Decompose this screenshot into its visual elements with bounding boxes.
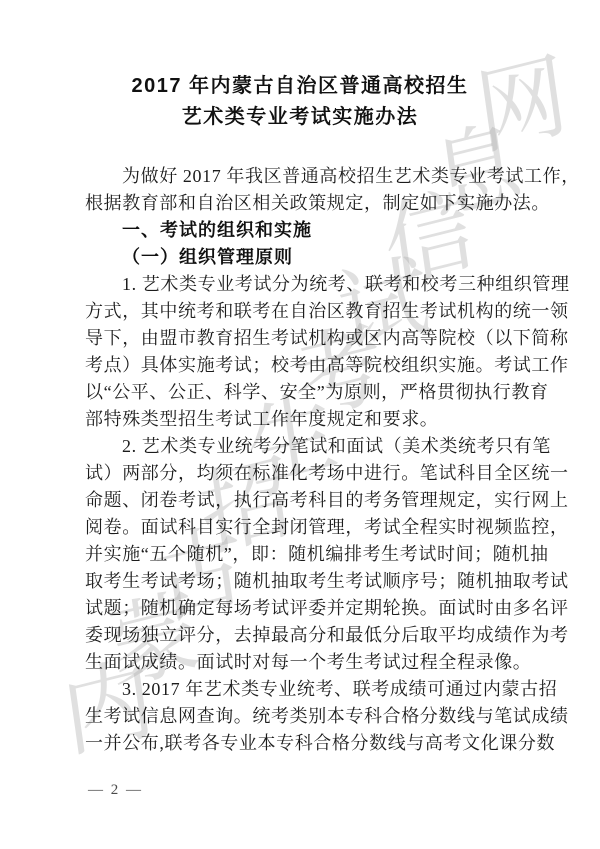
watermark-char: 网 <box>469 40 575 169</box>
document-body <box>85 163 580 757</box>
text-line: 方式，其中统考和联考在自治区教育招生考试机构的统一领 <box>85 301 569 321</box>
document-title-line1: 2017 年内蒙古自治区普通高校招生 <box>131 75 469 97</box>
text-line: 命题、闭卷考试，执行高考科目的考务管理规定，实行网上 <box>85 490 569 510</box>
text-line: 以“公平、公正、科学、安全”为原则，严格贯彻执行教育 <box>85 382 549 402</box>
text-line: 阅卷。面试科目实行全封闭管理，考试全程实时视频监控， <box>85 517 569 537</box>
watermark-char: 生 <box>239 375 345 504</box>
document-title-line2: 艺术类专业考试实施办法 <box>181 106 419 128</box>
text-line: 2. 艺术类专业统考分笔试和面试（美术类统考只有笔 <box>122 436 551 456</box>
text-line: 考点）具体实施考试；校考由高等院校组织实施。考试工作 <box>85 355 569 375</box>
watermark-char: 试 <box>331 241 437 370</box>
text-line: 生面试成绩。面试时对每一个考生考试过程全程录像。 <box>85 652 532 672</box>
watermark-char: 考 <box>285 308 391 437</box>
watermark-char: 息 <box>423 107 529 236</box>
watermark-char: 招 <box>193 442 299 571</box>
text-line: 并实施“五个随机”，即：随机编排考生考试时间；随机抽 <box>85 544 549 564</box>
text-line: 试）两部分，均须在标准化考场中进行。笔试科目全区统一 <box>85 463 569 483</box>
text-line: 取考生考试考场；随机抽取考生考试顺序号；随机抽取考试 <box>85 571 569 591</box>
text-line: 根据教育部和自治区相关政策规定，制定如下实施办法。 <box>85 193 550 213</box>
watermark-char: 古 <box>147 509 253 638</box>
page-number: — 2 — <box>88 782 143 798</box>
text-line: 试题；随机确定每场考试评委并定期轮换。面试时由多名评 <box>85 598 569 618</box>
text-line: 3. 2017 年艺术类专业统考、联考成绩可通过内蒙古招 <box>122 679 558 699</box>
text-line: （一）组织管理原则 <box>122 247 293 267</box>
text-line: 导下，由盟市教育招生考试机构或区内高等院校（以下简称 <box>85 328 569 348</box>
watermark-char: 信 <box>377 174 483 303</box>
text-line: 生考试信息网查询。统考类别本专科合格分数线与笔试成绩 <box>85 706 569 726</box>
text-line: 委现场独立评分，去掉最高分和最低分后取平均成绩作为考 <box>85 625 569 645</box>
text-line: 一、考试的组织和实施 <box>122 220 312 240</box>
text-line: 部特殊类型招生考试工作年度规定和要求。 <box>85 409 439 429</box>
watermark-char: 蒙 <box>101 576 207 705</box>
text-line: 一并公布,联考各专业本专科合格分数线与高考文化课分数 <box>85 733 556 753</box>
text-line: 1. 艺术类专业考试分为统考、联考和校考三种组织管理 <box>122 274 570 294</box>
watermark-char: 内 <box>55 643 161 772</box>
text-line: 为做好 2017 年我区普通高校招生艺术类专业考试工作， <box>122 166 580 186</box>
document-title <box>0 71 600 133</box>
